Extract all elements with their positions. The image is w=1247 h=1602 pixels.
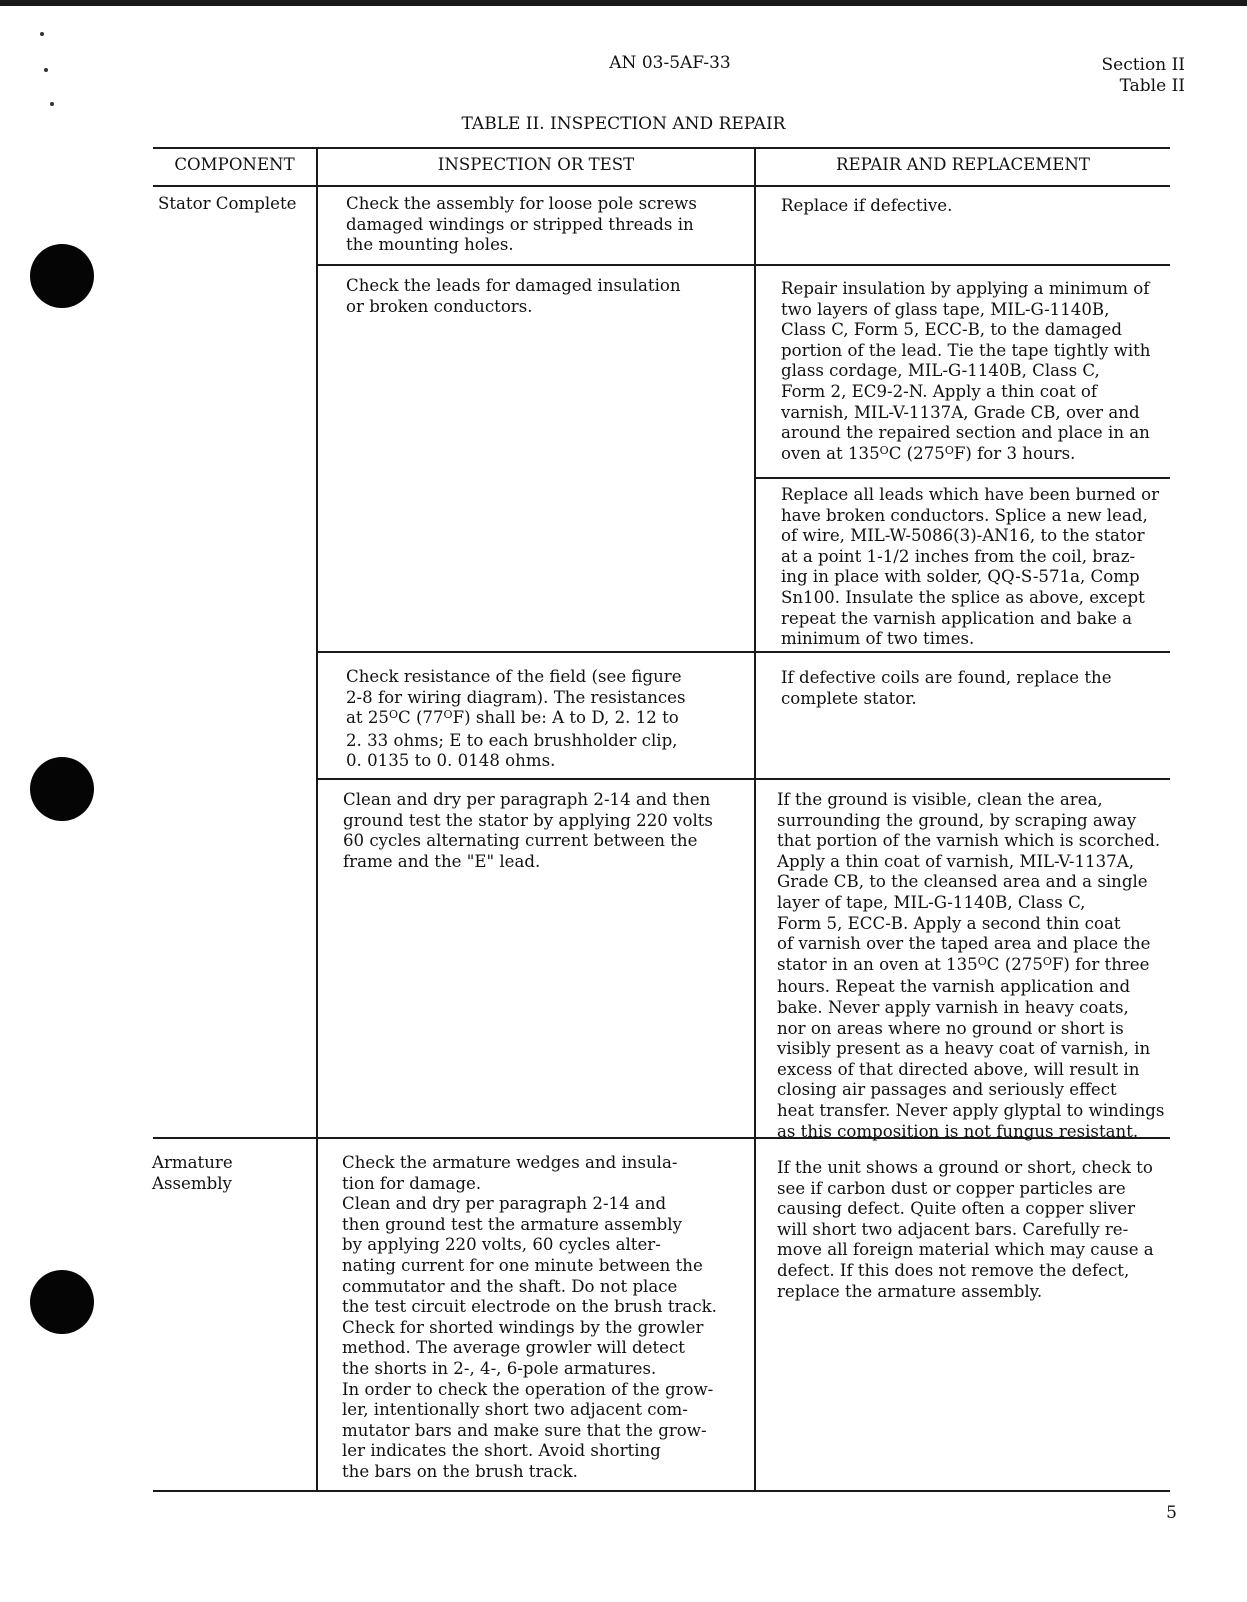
text-line: Form 2, EC9-2-N. Apply a thin coat of [781, 381, 1098, 401]
top-border [0, 0, 1247, 6]
text-line: will short two adjacent bars. Carefully re- [777, 1219, 1129, 1239]
text-line: tion for damage. [342, 1173, 482, 1193]
text-line: stator in an oven at $135^OC$ $(275^OF)$ for three [777, 954, 1150, 974]
text-line: move all foreign material which may cause a [777, 1240, 1154, 1260]
text-line: Assembly [152, 1173, 232, 1193]
text-line: ing in place with solder, QQ-S-571a, Comp [781, 567, 1140, 587]
text-line: 0. 0135 to 0. 0148 ohms. [346, 751, 556, 771]
text-line: If the unit shows a ground or short, check to [777, 1158, 1153, 1177]
text-line: Stator Complete [158, 194, 297, 213]
text-line: the shorts in 2-, 4-, 6-pole armatures. [342, 1358, 657, 1378]
scan-speck [44, 68, 48, 72]
row-divider [316, 778, 1170, 780]
text-line: closing air passages and seriously effect [777, 1080, 1117, 1100]
text-line: or broken conductors. [346, 296, 533, 316]
text-line: In order to check the operation of the grow- [342, 1379, 714, 1399]
row-divider [316, 264, 1170, 266]
text-line: complete stator. [781, 688, 917, 708]
component-cell [158, 194, 296, 215]
text-line: by applying 220 volts, 60 cycles alter- [342, 1235, 661, 1255]
text-line: nor on areas where no ground or short is [777, 1018, 1124, 1038]
text-line: Armature [152, 1153, 233, 1172]
text-line: defect. If this does not remove the defect, [777, 1260, 1130, 1280]
row-divider [754, 477, 1170, 479]
text-line: varnish, MIL-V-1137A, Grade CB, over and [781, 402, 1140, 422]
text-line: layer of tape, MIL-G-1140B, Class C, [777, 892, 1086, 912]
column-divider [316, 147, 318, 1490]
row-divider [316, 651, 1170, 653]
text-line: ler, intentionally short two adjacent com- [342, 1400, 688, 1420]
text-line: the mounting holes. [346, 235, 514, 255]
text-line: Check resistance of the field (see figure [346, 667, 682, 686]
text-line: see if carbon dust or copper particles are [777, 1178, 1126, 1198]
component-cell [152, 1153, 233, 1194]
text-line: Check the leads for damaged insulation [346, 276, 681, 295]
repair-cell [781, 668, 1112, 709]
text-line: then ground test the armature assembly [342, 1214, 682, 1234]
text-line: Replace if defective. [781, 196, 953, 215]
text-line: two layers of glass tape, MIL-G-1140B, [781, 299, 1110, 319]
binder-hole [30, 1270, 94, 1334]
repair-cell [781, 485, 1159, 650]
text-line: glass cordage, MIL-G-1140B, Class C, [781, 361, 1100, 381]
text-line: method. The average growler will detect [342, 1338, 685, 1358]
text-line: repeat the varnish application and bake a [781, 608, 1133, 628]
text-line: Form 5, ECC-B. Apply a second thin coat [777, 913, 1121, 933]
text-line: 60 cycles alternating current between the [343, 831, 698, 851]
text-line: heat transfer. Never apply glyptal to windings [777, 1100, 1165, 1120]
text-line: the test circuit electrode on the brush track. [342, 1297, 717, 1317]
text-line: visibly present as a heavy coat of varnish, in [777, 1039, 1151, 1059]
text-line: Apply a thin coat of varnish, MIL-V-1137A, [777, 851, 1134, 871]
text-line: of wire, MIL-W-5086(3)-AN16, to the stator [781, 526, 1145, 546]
text-line: bake. Never apply varnish in heavy coats, [777, 997, 1129, 1017]
text-line: at $25^OC$ $(77^OF)$ shall be: A to D, 2. 12 to [346, 708, 679, 728]
text-line: portion of the lead. Tie the tape tightly with [781, 340, 1151, 360]
text-line: Clean and dry per paragraph 2-14 and [342, 1194, 667, 1214]
inspection-cell [346, 667, 686, 772]
text-line: ground test the stator by applying 220 volts [343, 810, 713, 830]
text-line: Replace all leads which have been burned or [781, 485, 1160, 504]
text-line: surrounding the ground, by scraping away [777, 810, 1137, 830]
text-line: Check the assembly for loose pole screws [346, 194, 697, 213]
text-line: minimum of two times. [781, 629, 975, 649]
text-line: mutator bars and make sure that the grow- [342, 1420, 707, 1440]
text-line: Sn100. Insulate the splice as above, except [781, 587, 1145, 607]
text-line: If defective coils are found, replace the [781, 668, 1112, 687]
text-line: have broken conductors. Splice a new lead, [781, 505, 1148, 525]
text-line: nating current for one minute between the [342, 1255, 703, 1275]
text-line: Check the armature wedges and insula- [342, 1153, 678, 1172]
page-number: 5 [1166, 1503, 1177, 1523]
column-header-repair: REPAIR AND REPLACEMENT [836, 155, 1090, 174]
table-top-rule [153, 147, 1170, 149]
inspection-cell [346, 276, 681, 317]
binder-hole [30, 757, 94, 821]
column-divider [754, 147, 756, 1490]
text-line: of varnish over the taped area and place the [777, 934, 1151, 954]
inspection-cell [342, 1153, 717, 1483]
column-header-component: COMPONENT [174, 155, 295, 174]
text-line: 2-8 for wiring diagram). The resistances [346, 687, 686, 707]
text-line: excess of that directed above, will result in [777, 1059, 1140, 1079]
text-line: hours. Repeat the varnish application and [777, 977, 1131, 997]
table-reference: Table II [1119, 76, 1185, 96]
text-line: the bars on the brush track. [342, 1461, 578, 1481]
text-line: oven at $135^OC$ $(275^OF)$ for 3 hours. [781, 443, 1076, 463]
text-line: Clean and dry per paragraph 2-14 and then [343, 790, 711, 809]
text-line: around the repaired section and place in an [781, 423, 1150, 443]
text-line: frame and the "E" lead. [343, 851, 541, 871]
table-title: TABLE II. INSPECTION AND REPAIR [461, 114, 786, 134]
text-line: 2. 33 ohms; E to each brushholder clip, [346, 730, 678, 750]
text-line: damaged windings or stripped threads in [346, 214, 694, 234]
scan-speck [40, 32, 44, 36]
text-line: causing defect. Quite often a copper sliver [777, 1199, 1136, 1219]
text-line: Repair insulation by applying a minimum of [781, 279, 1150, 298]
binder-hole [30, 244, 94, 308]
column-header-inspection: INSPECTION OR TEST [437, 155, 635, 174]
document-number: AN 03-5AF-33 [609, 53, 731, 73]
text-line: If the ground is visible, clean the area, [777, 790, 1103, 809]
text-line: as this composition is not fungus resistant. [777, 1121, 1139, 1141]
text-line: Check for shorted windings by the growler [342, 1317, 704, 1337]
text-line: ler indicates the short. Avoid shorting [342, 1441, 661, 1461]
section-label [1101, 55, 1185, 97]
section-name: Section II [1101, 55, 1185, 75]
scan-speck [50, 102, 54, 106]
text-line: Class C, Form 5, ECC-B, to the damaged [781, 320, 1122, 340]
text-line: replace the armature assembly. [777, 1281, 1043, 1301]
inspection-cell [343, 790, 713, 872]
inspection-cell [346, 194, 697, 256]
header-bottom-rule [153, 185, 1170, 187]
repair-cell [777, 1158, 1154, 1302]
text-line: that portion of the varnish which is scorched. [777, 831, 1161, 851]
repair-cell [777, 790, 1164, 1142]
table-bottom-rule [153, 1490, 1170, 1492]
repair-cell [781, 196, 952, 217]
text-line: at a point 1-1/2 inches from the coil, braz- [781, 546, 1136, 566]
text-line: Grade CB, to the cleansed area and a single [777, 872, 1148, 892]
repair-cell [781, 279, 1151, 466]
text-line: commutator and the shaft. Do not place [342, 1276, 678, 1296]
